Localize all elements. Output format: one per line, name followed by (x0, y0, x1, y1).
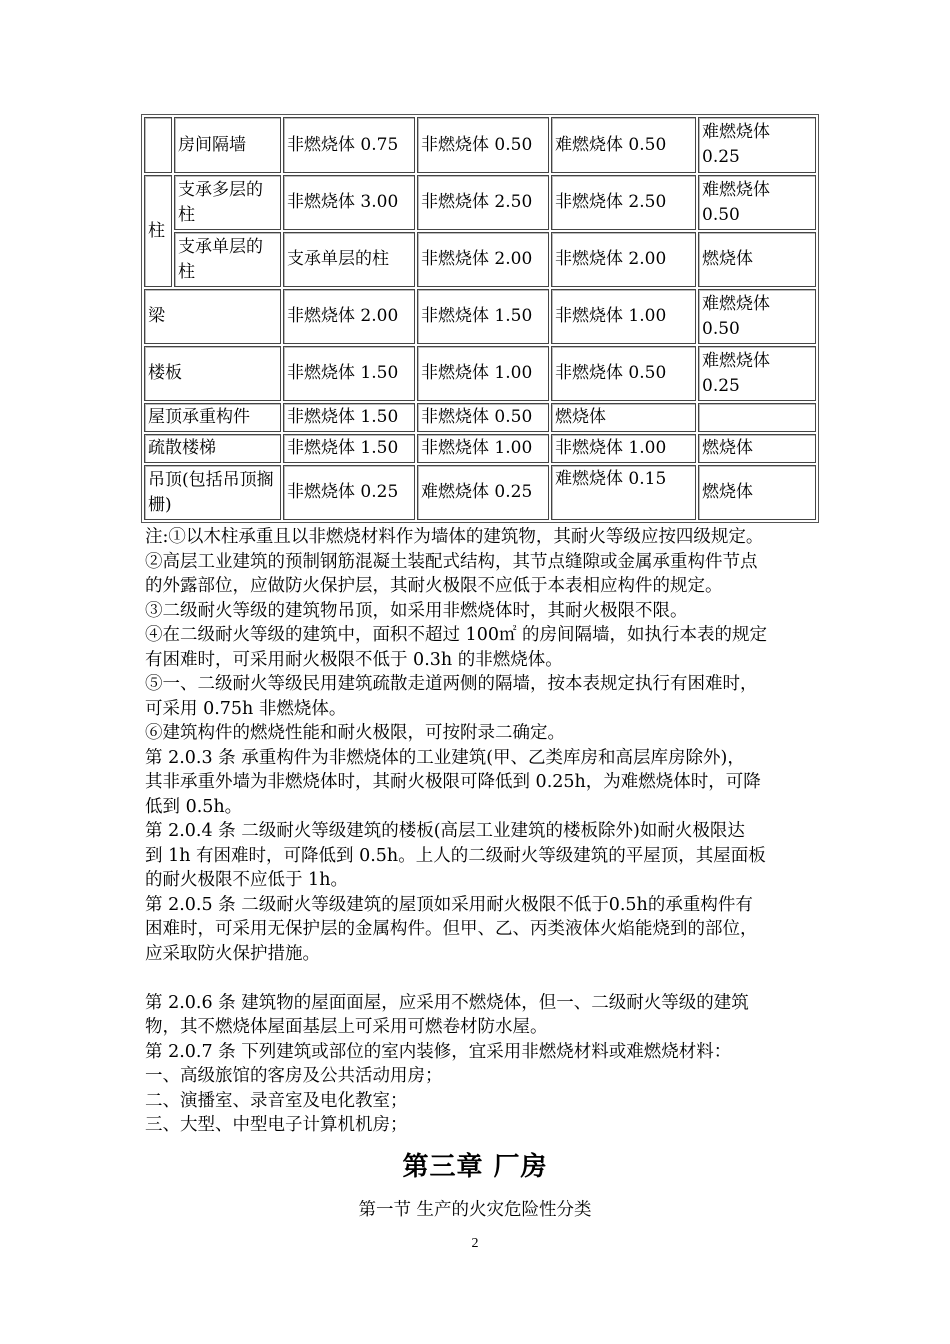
table-cell: 非燃烧体 2.00 (283, 289, 415, 344)
text-line: 二、演播室、录音室及电化教室； (145, 1090, 408, 1111)
table-row (144, 346, 816, 401)
text-line: 有困难时，可采用耐火极限不低于 0.3h 的非燃烧体。 (145, 649, 563, 670)
text-line: 第 2.0.7 条 下列建筑或部位的室内装修，宜采用非燃烧材料或难燃烧材料： (145, 1041, 732, 1062)
table-cell: 非燃烧体 1.50 (417, 289, 549, 344)
table-cell: 非燃烧体 1.00 (551, 289, 696, 344)
table-cell: 燃烧体 (698, 434, 816, 463)
table-cell: 难燃烧体 0.50 (551, 117, 696, 173)
table-cell: 难燃烧体 0.25 (417, 465, 549, 520)
text-line: 注:①以木柱承重且以非燃烧材料作为墙体的建筑物，其耐火等级应按四级规定。 (145, 527, 764, 547)
table-cell: 非燃烧体 0.50 (551, 346, 696, 401)
table-cell: 楼板 (144, 346, 281, 401)
text-line: 可采用 0.75h 非燃烧体。 (145, 698, 347, 719)
table-cell (698, 403, 816, 432)
chapter-title: 第三章 厂房 (402, 1152, 548, 1182)
text-line: 一、高级旅馆的客房及公共活动用房； (145, 1066, 443, 1086)
fire-resistance-table (141, 114, 819, 523)
text-line: 物，其不燃烧体屋面基层上可采用可燃卷材防水屋。 (145, 1017, 548, 1037)
table-cell: 非燃烧体 2.00 (551, 232, 696, 287)
table-cell: 梁 (144, 289, 281, 344)
table-row (144, 232, 816, 287)
table-cell: 支承单层的柱 (283, 232, 415, 287)
table-cell: 难燃烧体 0.25 (698, 117, 816, 173)
table-row (144, 465, 816, 520)
table-row (144, 175, 816, 230)
table-cell: 支承单层的柱 (174, 232, 281, 287)
table-row (144, 289, 816, 344)
table-cell: 非燃烧体 0.75 (283, 117, 415, 173)
text-line: 三、大型、中型电子计算机机房； (145, 1115, 408, 1135)
text-line: 第 2.0.3 条 承重构件为非燃烧体的工业建筑(甲、乙类库房和高层库房除外)， (145, 747, 745, 768)
table-cell: 房间隔墙 (174, 117, 281, 173)
table-cell: 柱 (144, 175, 172, 287)
body-text (145, 525, 813, 1138)
table-cell: 吊顶(包括吊顶搁栅) (144, 465, 281, 520)
text-line: ⑥建筑构件的燃烧性能和耐火极限，可按附录二确定。 (145, 723, 565, 743)
table-row (144, 117, 816, 173)
table-cell: 非燃烧体 1.00 (417, 434, 549, 463)
table-cell: 疏散楼梯 (144, 434, 281, 463)
text-line: ②高层工业建筑的预制钢筋混凝土装配式结构，其节点缝隙或金属承重构件节点 (145, 551, 758, 572)
table-cell: 非燃烧体 1.50 (283, 346, 415, 401)
text-line: ④在二级耐火等级的建筑中，面积不超过 100㎡ 的房间隔墙，如执行本表的规定 (145, 625, 768, 645)
table-cell: 非燃烧体 2.50 (551, 175, 696, 230)
text-line: 第 2.0.6 条 建筑物的屋面面屋，应采用不燃烧体，但一、二级耐火等级的建筑 (145, 992, 749, 1013)
text-line: 第 2.0.5 条 二级耐火等级建筑的屋顶如采用耐火极限不低于0.5h的承重构件有 (145, 894, 753, 915)
table-cell: 屋顶承重构件 (144, 403, 281, 432)
table-cell: 非燃烧体 0.50 (417, 117, 549, 173)
text-line: 第 2.0.4 条 二级耐火等级建筑的楼板(高层工业建筑的楼板除外)如耐火极限达 (145, 821, 745, 841)
text-line: 到 1h 有困难时，可降低到 0.5h。上人的二级耐火等级建筑的平屋顶，其屋面板 (145, 845, 766, 866)
table-cell: 非燃烧体 0.50 (417, 403, 549, 432)
table-cell: 难燃烧体 0.15 (551, 465, 696, 520)
table-cell: 非燃烧体 3.00 (283, 175, 415, 230)
table-cell (144, 117, 172, 173)
table-cell: 非燃烧体 1.50 (283, 403, 415, 432)
table-cell: 燃烧体 (551, 403, 696, 432)
table-row (144, 403, 816, 432)
table-cell: 非燃烧体 2.00 (417, 232, 549, 287)
table-cell: 难燃烧体 0.50 (698, 289, 816, 344)
table-cell: 难燃烧体 0.25 (698, 346, 816, 401)
text-line: 的外露部位，应做防火保护层，其耐火极限不应低于本表相应构件的规定。 (145, 576, 723, 596)
text-line: 的耐火极限不应低于 1h。 (145, 870, 348, 890)
table-cell: 难燃烧体 0.50 (698, 175, 816, 230)
text-line: 其非承重外墙为非燃烧体时，其耐火极限可降低到 0.25h，为难燃烧体时，可降 (145, 772, 761, 792)
section-title: 第一节 生产的火灾危险性分类 (358, 1200, 592, 1220)
blank-line (145, 966, 813, 991)
text-line: ⑤一、二级耐火等级民用建筑疏散走道两侧的隔墙，按本表规定执行有困难时， (145, 674, 758, 694)
page-number: 2 (471, 1236, 479, 1251)
table-cell: 非燃烧体 1.00 (417, 346, 549, 401)
table-cell: 支承多层的柱 (174, 175, 281, 230)
table-cell: 燃烧体 (698, 232, 816, 287)
text-line: ③二级耐火等级的建筑物吊顶，如采用非燃烧体时，其耐火极限不限。 (145, 600, 688, 621)
table-cell: 燃烧体 (698, 465, 816, 520)
table-cell: 非燃烧体 1.00 (551, 434, 696, 463)
table-cell: 非燃烧体 0.25 (283, 465, 415, 520)
table-row (144, 434, 816, 463)
text-line: 困难时，可采用无保护层的金属构件。但甲、乙、丙类液体火焰能烧到的部位， (145, 919, 758, 939)
table-cell: 非燃烧体 2.50 (417, 175, 549, 230)
text-line: 低到 0.5h。 (145, 796, 243, 817)
table-cell: 非燃烧体 1.50 (283, 434, 415, 463)
text-line: 应采取防火保护措施。 (145, 943, 320, 964)
